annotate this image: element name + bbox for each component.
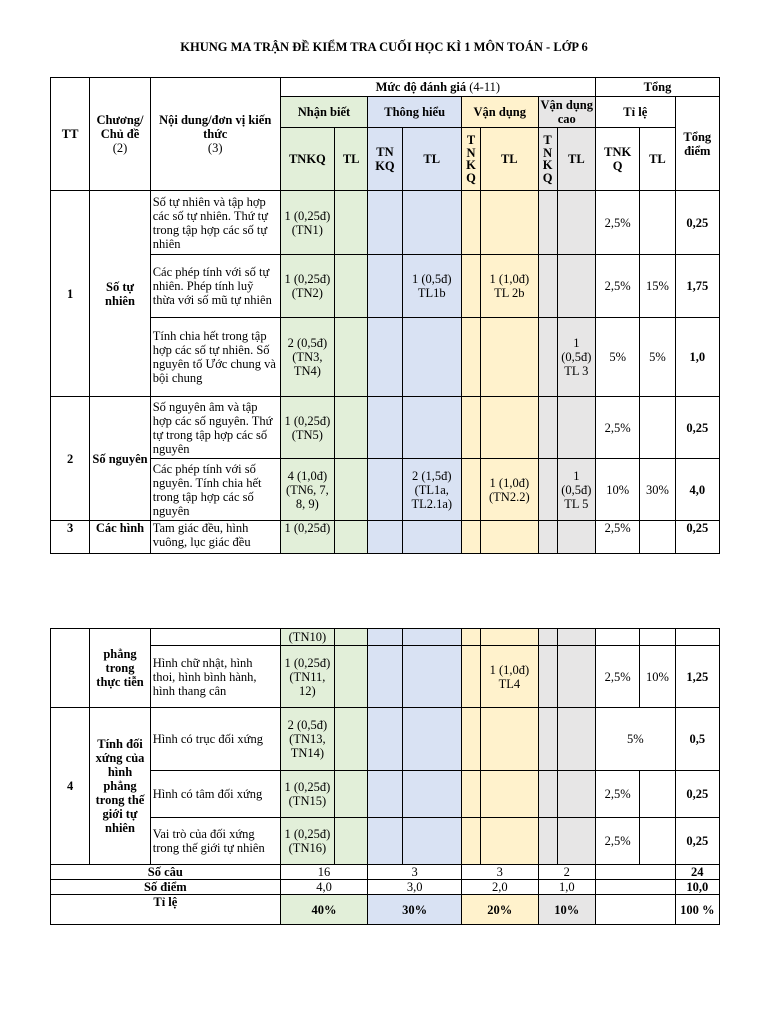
cell-nb-tnkq: 1 (0,25đ) (TN11, 12)	[280, 646, 334, 708]
cell-th-tnkq	[368, 646, 402, 708]
table-row	[51, 255, 720, 318]
header-chapter-line1: Chương/	[96, 113, 144, 127]
header-ti-le: Tỉ lệ	[596, 97, 676, 128]
header-chapter	[90, 78, 150, 191]
summary-label: Số câu	[51, 865, 281, 880]
cell-th-tl	[402, 629, 461, 646]
cell-tile-tl: 30%	[640, 459, 675, 521]
cell-tong: 1,25	[675, 646, 719, 708]
cell-vdc-tnkq	[538, 771, 557, 818]
cell-tile-tnkq: 2,5%	[596, 771, 640, 818]
row-content: Các phép tính với số tự nhiên. Phép tính luỹ thừa với số mũ tự nhiên	[150, 255, 280, 318]
cell-tong: 1,0	[675, 318, 719, 397]
cell-vdc-tnkq	[538, 646, 557, 708]
row-chapter: Số tự nhiên	[90, 191, 150, 397]
summary-tong: 100 %	[675, 895, 719, 925]
cell-nb-tnkq: 1 (0,25đ) (TN1)	[280, 191, 334, 255]
table-row	[51, 629, 720, 646]
cell-tile-tl	[640, 191, 675, 255]
cell-tile-tl: 15%	[640, 255, 675, 318]
cell-vdc-tnkq	[538, 397, 557, 459]
cell-vd-tl	[481, 318, 538, 397]
cell-vd-tnkq	[462, 629, 481, 646]
cell-nb-tnkq: 1 (0,25đ) (TN15)	[280, 771, 334, 818]
cell-nb-tnkq: 1 (0,25đ) (TN5)	[280, 397, 334, 459]
header-tong-diem: Tổng điểm	[675, 97, 719, 191]
cell-tile-tnkq: 5%	[596, 708, 676, 771]
summary-nb: 16	[280, 865, 368, 880]
cell-nb-tnkq: 2 (0,5đ) (TN13, TN14)	[280, 708, 334, 771]
cell-tile-tnkq: 2,5%	[596, 255, 640, 318]
summary-row-sodiem	[51, 880, 720, 895]
table-row	[51, 459, 720, 521]
cell-vdc-tl	[557, 708, 595, 771]
summary-nb: 40%	[280, 895, 368, 925]
page-title: KHUNG MA TRẬN ĐỀ KIỂM TRA CUỐI HỌC KÌ 1 MÔN TOÁN - LỚP 6	[180, 40, 588, 54]
header-tile-tl: TL	[640, 128, 675, 191]
header-content-line2: (3)	[207, 141, 223, 155]
header-van-dung-cao: Vận dụng cao	[538, 97, 595, 128]
header-vd-tl: TL	[481, 128, 538, 191]
table-row	[51, 771, 720, 818]
cell-tong: 0,25	[675, 191, 719, 255]
cell-tong	[675, 629, 719, 646]
cell-vdc-tl	[557, 818, 595, 865]
cell-nb-tl	[335, 629, 368, 646]
summary-nb: 4,0	[280, 880, 368, 895]
cell-th-tnkq	[368, 629, 402, 646]
summary-vdc: 2	[538, 865, 595, 880]
cell-tile-tl	[640, 771, 675, 818]
row-tt	[51, 629, 90, 708]
cell-tong: 0,5	[675, 708, 719, 771]
cell-nb-tnkq: 2 (0,5đ) (TN3, TN4)	[280, 318, 334, 397]
summary-row-socau	[51, 865, 720, 880]
cell-nb-tl	[335, 255, 368, 318]
cell-vdc-tnkq	[538, 191, 557, 255]
summary-vd: 3	[462, 865, 539, 880]
cell-th-tl	[402, 646, 461, 708]
row-chapter: Số nguyên	[90, 397, 150, 521]
header-nhan-biet: Nhận biết	[280, 97, 368, 128]
header-nb-tl: TL	[335, 128, 368, 191]
cell-vd-tnkq	[461, 397, 480, 459]
cell-tong: 0,25	[675, 771, 719, 818]
cell-vd-tl	[481, 771, 538, 818]
row-content: Tam giác đều, hình vuông, lục giác đều	[150, 521, 280, 554]
cell-vd-tnkq	[462, 771, 481, 818]
row-chapter: phẳng trong thực tiễn	[90, 629, 150, 708]
summary-vd: 2,0	[462, 880, 539, 895]
row-content: Số nguyên âm và tập hợp các số nguyên. Thứ tự trong tập hợp các số nguyên	[150, 397, 280, 459]
cell-tile-tnkq	[596, 629, 640, 646]
cell-tile-tl	[640, 521, 675, 554]
cell-vdc-tnkq	[538, 818, 557, 865]
cell-th-tnkq	[368, 191, 402, 255]
cell-vdc-tl	[557, 771, 595, 818]
table-row	[51, 191, 720, 255]
cell-vdc-tnkq	[538, 629, 557, 646]
header-chapter-line2: Chủ đề	[100, 127, 140, 141]
cell-tong: 0,25	[675, 521, 719, 554]
cell-tong: 1,75	[675, 255, 719, 318]
summary-vdc: 1,0	[538, 880, 595, 895]
cell-th-tl	[402, 318, 461, 397]
cell-vdc-tl	[557, 629, 595, 646]
cell-tong: 0,25	[675, 818, 719, 865]
summary-tong: 24	[675, 865, 719, 880]
header-level	[280, 78, 595, 97]
cell-vdc-tl	[557, 646, 595, 708]
table-row	[51, 708, 720, 771]
cell-vdc-tnkq	[538, 708, 557, 771]
cell-vd-tl	[481, 708, 538, 771]
cell-nb-tnkq: (TN10)	[280, 629, 334, 646]
cell-tile-tl: 10%	[640, 646, 675, 708]
header-chapter-line3: (2)	[112, 141, 128, 155]
cell-vd-tnkq	[461, 191, 480, 255]
cell-vdc-tl	[557, 255, 595, 318]
cell-th-tl	[402, 397, 461, 459]
row-chapter: Các hình	[90, 521, 150, 554]
cell-tile-tnkq: 5%	[596, 318, 640, 397]
cell-vd-tnkq	[461, 255, 480, 318]
header-thong-hieu: Thông hiểu	[368, 97, 462, 128]
header-th-tl: TL	[402, 128, 461, 191]
cell-vd-tnkq	[462, 818, 481, 865]
cell-tile-tnkq: 2,5%	[596, 521, 640, 554]
table-row	[51, 818, 720, 865]
row-chapter: Tính đối xứng của hình phẳng trong thế giới tự nhiên	[90, 708, 150, 865]
matrix-table-part2	[50, 628, 720, 925]
cell-vdc-tl: 1 (0,5đ) TL 5	[557, 459, 595, 521]
cell-vd-tnkq	[462, 708, 481, 771]
header-tile-tnkq: TNK Q	[596, 128, 640, 191]
cell-tile-tnkq: 10%	[596, 459, 640, 521]
header-level-label: Mức độ đánh giá	[375, 80, 467, 94]
cell-vd-tl	[481, 397, 538, 459]
table-row	[51, 397, 720, 459]
summary-tong: 10,0	[675, 880, 719, 895]
header-nb-tnkq: TNKQ	[280, 128, 334, 191]
cell-vd-tl: 1 (1,0đ) (TN2.2)	[481, 459, 538, 521]
header-th-tnkq: TN KQ	[368, 128, 402, 191]
summary-vd: 20%	[462, 895, 539, 925]
header-vdc-tl: TL	[557, 128, 595, 191]
header-vd-tnkq: T N K Q	[461, 128, 480, 191]
cell-th-tl: 2 (1,5đ) (TL1a, TL2.1a)	[402, 459, 461, 521]
cell-nb-tnkq: 1 (0,25đ) (TN2)	[280, 255, 334, 318]
cell-th-tnkq	[368, 521, 402, 554]
cell-nb-tnkq: 1 (0,25đ)	[280, 521, 334, 554]
cell-th-tl	[402, 708, 461, 771]
cell-nb-tl	[335, 646, 368, 708]
row-content: Số tự nhiên và tập hợp các số tự nhiên. Thứ tự trong tập hợp các số tự nhiên	[150, 191, 280, 255]
summary-label: Số điểm	[51, 880, 281, 895]
header-content	[150, 78, 280, 191]
cell-th-tl	[402, 521, 461, 554]
summary-tile	[596, 880, 676, 895]
cell-tile-tl: 5%	[640, 318, 675, 397]
cell-th-tnkq	[368, 708, 402, 771]
cell-nb-tl	[335, 318, 368, 397]
cell-nb-tl	[335, 818, 368, 865]
cell-th-tnkq	[368, 771, 402, 818]
cell-vdc-tnkq	[538, 459, 557, 521]
summary-row-tile	[51, 895, 720, 925]
cell-th-tnkq	[368, 318, 402, 397]
cell-tile-tl	[640, 629, 675, 646]
summary-vdc: 10%	[538, 895, 595, 925]
cell-nb-tl	[335, 459, 368, 521]
row-content: Các phép tính với số nguyên. Tính chia hết trong tập hợp các số nguyên	[150, 459, 280, 521]
row-content: Hình có trục đối xứng	[150, 708, 280, 771]
header-van-dung: Vận dụng	[461, 97, 538, 128]
matrix-table-part1	[50, 77, 720, 554]
row-content: Tính chia hết trong tập hợp các số tự nhiên. Số nguyên tố Ước chung và bội chung	[150, 318, 280, 397]
cell-vdc-tl	[557, 397, 595, 459]
cell-vd-tnkq	[461, 459, 480, 521]
cell-tile-tnkq: 2,5%	[596, 191, 640, 255]
summary-th: 3,0	[368, 880, 462, 895]
cell-th-tl	[402, 771, 461, 818]
cell-tile-tl	[640, 397, 675, 459]
row-content	[150, 629, 280, 646]
cell-tong: 4,0	[675, 459, 719, 521]
cell-th-tnkq	[368, 255, 402, 318]
cell-th-tl	[402, 191, 461, 255]
cell-th-tl	[402, 818, 461, 865]
cell-tile-tl	[640, 818, 675, 865]
cell-vd-tnkq	[462, 646, 481, 708]
cell-vd-tl	[481, 629, 538, 646]
table-row	[51, 318, 720, 397]
row-content: Vai trò của đối xứng trong thế giới tự nhiên	[150, 818, 280, 865]
cell-th-tl: 1 (0,5đ) TL1b	[402, 255, 461, 318]
cell-nb-tl	[335, 397, 368, 459]
cell-nb-tl	[335, 521, 368, 554]
header-tt: TT	[51, 78, 90, 191]
cell-nb-tl	[335, 771, 368, 818]
table-row	[51, 646, 720, 708]
cell-vd-tnkq	[461, 318, 480, 397]
cell-vd-tl	[481, 521, 538, 554]
cell-vd-tl: 1 (1,0đ) TL4	[481, 646, 538, 708]
summary-th: 30%	[368, 895, 462, 925]
cell-nb-tl	[335, 191, 368, 255]
row-tt: 4	[51, 708, 90, 865]
row-content: Hình chữ nhật, hình thoi, hình bình hành, hình thang cân	[150, 646, 280, 708]
cell-vd-tl: 1 (1,0đ) TL 2b	[481, 255, 538, 318]
cell-vdc-tl: 1 (0,5đ) TL 3	[557, 318, 595, 397]
summary-label: Tỉ lệ	[51, 895, 281, 925]
cell-vd-tl	[481, 818, 538, 865]
cell-vdc-tnkq	[538, 318, 557, 397]
header-content-line1: Nội dung/đơn vị kiến thức	[159, 113, 272, 141]
table-row	[51, 521, 720, 554]
row-tt: 3	[51, 521, 90, 554]
header-vdc-tnkq: T N K Q	[538, 128, 557, 191]
summary-tile	[596, 865, 676, 880]
row-tt: 1	[51, 191, 90, 397]
cell-th-tnkq	[368, 459, 402, 521]
cell-nb-tl	[335, 708, 368, 771]
cell-th-tnkq	[368, 397, 402, 459]
header-level-range: (4-11)	[469, 80, 501, 94]
cell-tong: 0,25	[675, 397, 719, 459]
row-tt: 2	[51, 397, 90, 521]
cell-vdc-tl	[557, 521, 595, 554]
summary-th: 3	[368, 865, 462, 880]
cell-vd-tl	[481, 191, 538, 255]
cell-vdc-tnkq	[538, 255, 557, 318]
cell-vd-tnkq	[461, 521, 480, 554]
cell-tile-tnkq: 2,5%	[596, 818, 640, 865]
cell-vdc-tl	[557, 191, 595, 255]
row-content: Hình có tâm đối xứng	[150, 771, 280, 818]
cell-nb-tnkq: 4 (1,0đ) (TN6, 7, 8, 9)	[280, 459, 334, 521]
summary-tile	[596, 895, 676, 925]
cell-tile-tnkq: 2,5%	[596, 646, 640, 708]
header-total: Tổng	[596, 78, 720, 97]
cell-tile-tnkq: 2,5%	[596, 397, 640, 459]
cell-nb-tnkq: 1 (0,25đ) (TN16)	[280, 818, 334, 865]
cell-th-tnkq	[368, 818, 402, 865]
cell-vdc-tnkq	[538, 521, 557, 554]
